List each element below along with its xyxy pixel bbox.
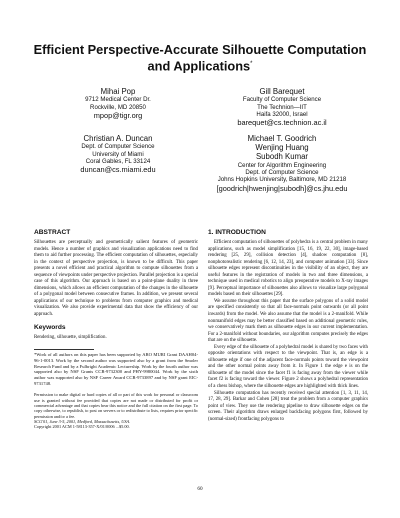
right-column [208,229,368,423]
author-affiliation: Coral Gables, FL 33124 [85,158,151,166]
author-block-barequet [202,87,362,127]
paper-title-line-1: Efficient Perspective-Accurate Silhouette Computation [33,42,367,57]
paper-title-line-2: and Applications [147,58,251,74]
author-affiliation: University of Miami [92,150,144,158]
introduction-heading: 1. INTRODUCTION [208,229,266,236]
author-affiliation: 9712 Medical Center Dr. [85,96,151,104]
intro-paragraph-2: We assume throughout this paper that the surface polygons of a solid model are specified consistently so that all face-normals point outwards (or all point inwards) from the model. We also assume that the model is a 2-manifold. While nonmanifold edges may be better classified based on additional geometric rules, we conservatively mark them as silhouette edges in our current implementation. For a 2-manifold without boundaries, our algorithm computes precisely the edges that are on the silhouette. [208,298,368,344]
paper-title [20,42,380,73]
author-name: Gill Barequet [259,87,305,96]
intro-paragraph-1: Efficient computation of silhouettes of polyhedra is a central problem in many applications, such as model simplification [15, 16, 19, 22, 30], image-based rendering [25, 29], collision detection [4], shadow computation [8], nonphotorealistic rendering [6, 12, 14, 23], and computer animation [33]. Since silhouette edges represent discontinuities in the visibility of an object, they are useful features in the registration of models in two and three dimensions, a technique used in medical robotics to align preoperative models to X-ray images [9]. Perceptual importance of silhouettes also allows to visualize large polygonal models based on their silhouettes [29]. [208,240,368,298]
title-footnote-mark: * [250,61,253,67]
keywords-text: Rendering, silhouette, simplification. [34,334,107,340]
author-affiliation: Johns Hopkins University, Baltimore, MD 21218 [217,176,347,184]
author-affiliation: The Technion—IIT [257,103,307,111]
intro-paragraph-4: Silhouette computation has recently received special attention [1, 3, 11, 14, 17, 28, 29]. Barkar and Cohen [28] treat the problem from a computer graphics point of view. They use the rendering pipeline to draw silhouette edges on the screen. Their algorithm draws enlarged backfacing polygons first, followed by (normal-sized) frontfacing polygons to [208,390,368,422]
author-name: Subodh Kumar [255,152,308,162]
author-email[interactable]: barequet@cs.technion.ac.il [237,118,327,128]
author-email[interactable]: [goodrich|hwenjing|subodh]@cs.jhu.edu [216,183,348,193]
keywords-heading: Keywords [34,323,66,331]
intro-paragraph-3: Every edge of the silhouette of a polyhedral model is shared by two faces with opposite orientations with respect to the viewpoint. That is, an edge is a silhouette edge if one of the adjacent face-normals points toward the viewpoint and the other normal points away from it. In Figure 1 the edge e is on the silhouette of the model since the facet f1 is facing away from the viewer while facet f2 is facing toward the viewer. Figure 2 shows a polyhedral representation of a chess bishop, where the silhouette edges are highlighted with thick lines. [208,344,368,390]
author-name: Wenjing Huang [255,143,309,153]
author-email[interactable]: mpop@tigr.org [93,111,143,121]
author-affiliation: Center for Algorithm Engineering [237,161,327,169]
page-number: 60 [197,486,203,492]
permission-notice: Permission to make digital or hard copies of all or part of this work for personal or classroom use is granted without fee provided that copies are not made or distributed for profit or commercial advantage and that copies bear this notice and the full citation on the first page. To copy otherwise, to republish, to post on servers or to redistribute to lists, requires prior specific permission and/or a fee. [34,392,198,419]
abstract-heading: ABSTRACT [34,229,71,236]
author-affiliation: Rockville, MD 20850 [90,103,146,111]
footnote-divider [34,349,94,350]
author-email[interactable]: duncan@cs.miami.edu [80,165,156,175]
author-block-pop [38,87,198,120]
author-affiliation: Dept. of Computer Science [245,169,319,177]
author-block-goodrich-huang-kumar [202,134,362,193]
left-column [34,229,198,429]
abstract-text: Silhouettes are perceptually and geometrically salient features of geometric models. Hence a number of graphics and visualization applications need to find them to aid further processing. The efficient computation of silhouettes, especially in the context of perspective projection, is known to be difficult. This paper presents a novel efficient and practical algorithm to compute silhouettes from a sequence of viewpoints under perspective projection. Parallel projection is a special case of this algorithm. Our approach is based on a point-plane duality in three dimensions, which allows an efficient computation of the changes in the silhouette of a polygonal model between consecutive frames. In addition, we present several applications of our technique to problems from computer graphics and medical visualization. We also provide experimental data that show the efficiency of our approach. [34,240,198,318]
conference-info: SCG'01, June 3-5, 2001, Medford, Massachusetts, USA. [34,418,131,424]
author-name: Michael T. Goodrich [247,134,317,143]
author-name: Mihai Pop [100,87,136,96]
author-block-duncan [38,134,198,174]
funding-footnote: *Work of all authors on this paper has been supported by ARO MURI Grant DAAH04-96-1-0013. Work by the second author was supported also by a grant from the Smoler Research Fund and by a Fulbright Academic Lectureship. Work by the fourth author was supported also by NSF Grants CCR-9732300 and PHY-9980044. Work by the sixth author was supported also by NSF Career Award CCR-9733897 and by NSF grant EIC-9731748. [34,352,198,386]
author-name: Christian A. Duncan [83,134,153,143]
copyright-notice: Copyright 2001 ACM 1-58113-357-X/01/0006 ...$5.00. [34,424,130,430]
author-affiliation: Dept. of Computer Science [81,143,155,151]
author-affiliation: Faculty of Computer Science [242,96,322,104]
author-affiliation: Haifa 32000, Israel [256,111,308,119]
